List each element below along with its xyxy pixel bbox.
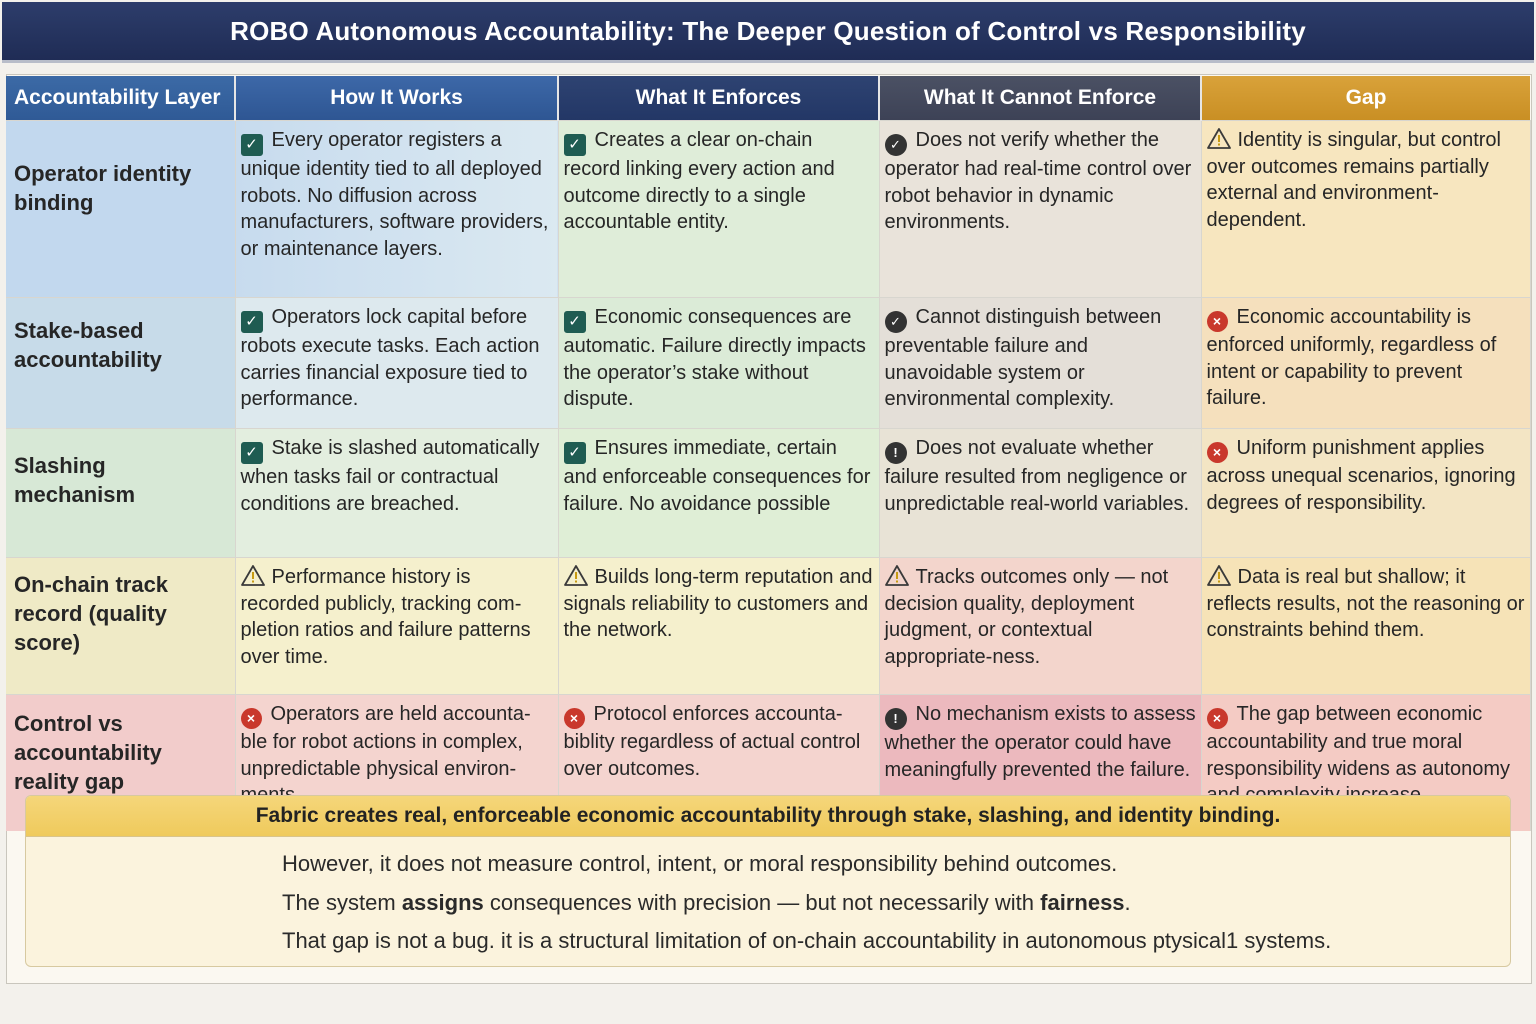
- dark-circle-icon: ✓: [885, 311, 907, 333]
- layer-cell: Slashing mechanism: [6, 429, 235, 558]
- summary-headline: Fabric creates real, enforceable economic accountability through stake, slashing, and identity binding.: [26, 796, 1510, 837]
- cannot-text: Does not evaluate whether failure resulted from negligence or unpredictable real-world variables.: [884, 437, 1190, 515]
- cannot-text: No mechanism exists to assess whether the operator could have meaningfully prevented the failure.: [884, 703, 1196, 781]
- warning-icon: [564, 564, 586, 586]
- gap-text: Economic accountability is enforced uniformly, regardless of intent or capability to prevent failure.: [1206, 306, 1497, 409]
- cannot-cell: [879, 298, 1201, 429]
- enforces-text: Protocol enforces accounta-biblity regardless of actual control over outcomes.: [563, 703, 861, 780]
- check-icon: ✓: [241, 311, 263, 333]
- red-x-icon: ×: [1207, 311, 1228, 332]
- check-icon: ✓: [564, 442, 586, 464]
- how-cell: [235, 298, 558, 429]
- summary-line-2: The system assigns consequences with precision — but not necessarily with fairness.: [282, 889, 1131, 915]
- check-icon: ✓: [564, 134, 586, 156]
- gap-cell: [1201, 298, 1530, 429]
- check-icon: ✓: [564, 311, 586, 333]
- dark-circle-icon: ✓: [885, 134, 907, 156]
- layer-cell: Stake-based accountability: [6, 298, 235, 429]
- layer-cell: Operator identity binding: [6, 121, 235, 298]
- table-row-slashing: [6, 429, 1530, 558]
- enforces-cell: [558, 558, 879, 695]
- enforces-cell: [558, 298, 879, 429]
- cannot-cell: [879, 121, 1201, 298]
- how-text: Stake is slashed automatically when tasks fail or contractual conditions are breached.: [240, 437, 540, 515]
- enforces-cell: [558, 429, 879, 558]
- cannot-text: Tracks outcomes only — not decision quality, deployment judgment, or contextual appropriate-ness.: [884, 566, 1169, 668]
- check-icon: ✓: [241, 442, 263, 464]
- gap-text: Identity is singular, but control over outcomes remains partially external and environment-dependent.: [1206, 129, 1501, 231]
- gap-cell: [1201, 429, 1530, 558]
- summary-line-1: However, it does not measure control, intent, or moral responsibility behind outcomes.: [282, 851, 1118, 876]
- page-title: ROBO Autonomous Accountability: The Deeper Question of Control vs Responsibility: [2, 2, 1534, 63]
- enforces-text: Economic consequences are automatic. Failure directly impacts the operator’s stake without dispute.: [563, 306, 866, 410]
- enforces-text: Builds long-term reputation and signals reliability to customers and the network.: [563, 566, 873, 641]
- cannot-cell: [879, 558, 1201, 695]
- red-x-icon: ×: [1207, 708, 1228, 729]
- cannot-text: Cannot distinguish between preventable failure and unavoidable system or environmental complexity.: [884, 306, 1162, 410]
- column-header-enforces: What It Enforces: [558, 76, 879, 121]
- enforces-text: Ensures immediate, certain and enforceable consequences for failure. No avoidance possible: [563, 437, 871, 515]
- summary-box: [25, 795, 1511, 967]
- column-header-cannot: What It Cannot Enforce: [879, 76, 1201, 121]
- cannot-text: Does not verify whether the operator had real-time control over robot behavior in dynamic environments.: [884, 129, 1192, 233]
- table-header-row: [6, 76, 1530, 121]
- cannot-cell: [879, 429, 1201, 558]
- gap-cell: [1201, 558, 1530, 695]
- red-x-icon: ×: [241, 708, 262, 729]
- table-row-track-record: [6, 558, 1530, 695]
- how-cell: [235, 121, 558, 298]
- warning-icon: [1207, 127, 1229, 149]
- warning-icon: [885, 564, 907, 586]
- dark-circle-icon: !: [885, 442, 907, 464]
- how-text: Performance history is recorded publicly, tracking com-pletion ratios and failure patterns over time.: [240, 566, 531, 668]
- check-icon: ✓: [241, 134, 263, 156]
- column-header-layer: Accountability Layer: [6, 76, 235, 121]
- gap-text: Uniform punishment applies across unequal scenarios, ignoring degrees of responsibility.: [1206, 437, 1516, 514]
- gap-cell: [1201, 121, 1530, 298]
- how-cell: [235, 558, 558, 695]
- enforces-text: Creates a clear on-chain record linking every action and outcome directly to a single accountable entity.: [563, 129, 835, 233]
- gap-text: Data is real but shallow; it reflects results, not the reasoning or constraints behind them.: [1206, 566, 1525, 641]
- enforces-cell: [558, 121, 879, 298]
- red-x-icon: ×: [564, 708, 585, 729]
- column-header-how: How It Works: [235, 76, 558, 121]
- warning-icon: [241, 564, 263, 586]
- accountability-table: [6, 76, 1531, 831]
- red-x-icon: ×: [1207, 442, 1228, 463]
- how-text: Every operator registers a unique identity tied to all deployed robots. No diffusion across manufacturers, software providers, or maintenance layers.: [240, 129, 549, 260]
- layer-cell: Control vs accountability reality gap: [6, 695, 235, 832]
- how-text: Operators lock capital before robots execute tasks. Each action carries financial exposure tied to performance.: [240, 306, 540, 410]
- layer-cell: On-chain track record (quality score): [6, 558, 235, 695]
- table-row-stake-based: [6, 298, 1530, 429]
- gap-text: The gap between economic accountability and true moral responsibility widens as autonomy: [1206, 703, 1510, 780]
- summary-line-3: That gap is not a bug. it is a structural limitation of on-chain accountability in autonomous ptysical1 systems.: [282, 928, 1332, 953]
- warning-icon: [1207, 564, 1229, 586]
- column-header-gap: Gap: [1201, 76, 1530, 121]
- how-text: Operators are held accounta-ble for robot actions in complex, unpredictable physical environ-: [240, 703, 531, 780]
- how-cell: [235, 429, 558, 558]
- table-row-operator-identity: [6, 121, 1530, 298]
- dark-circle-icon: !: [885, 708, 907, 730]
